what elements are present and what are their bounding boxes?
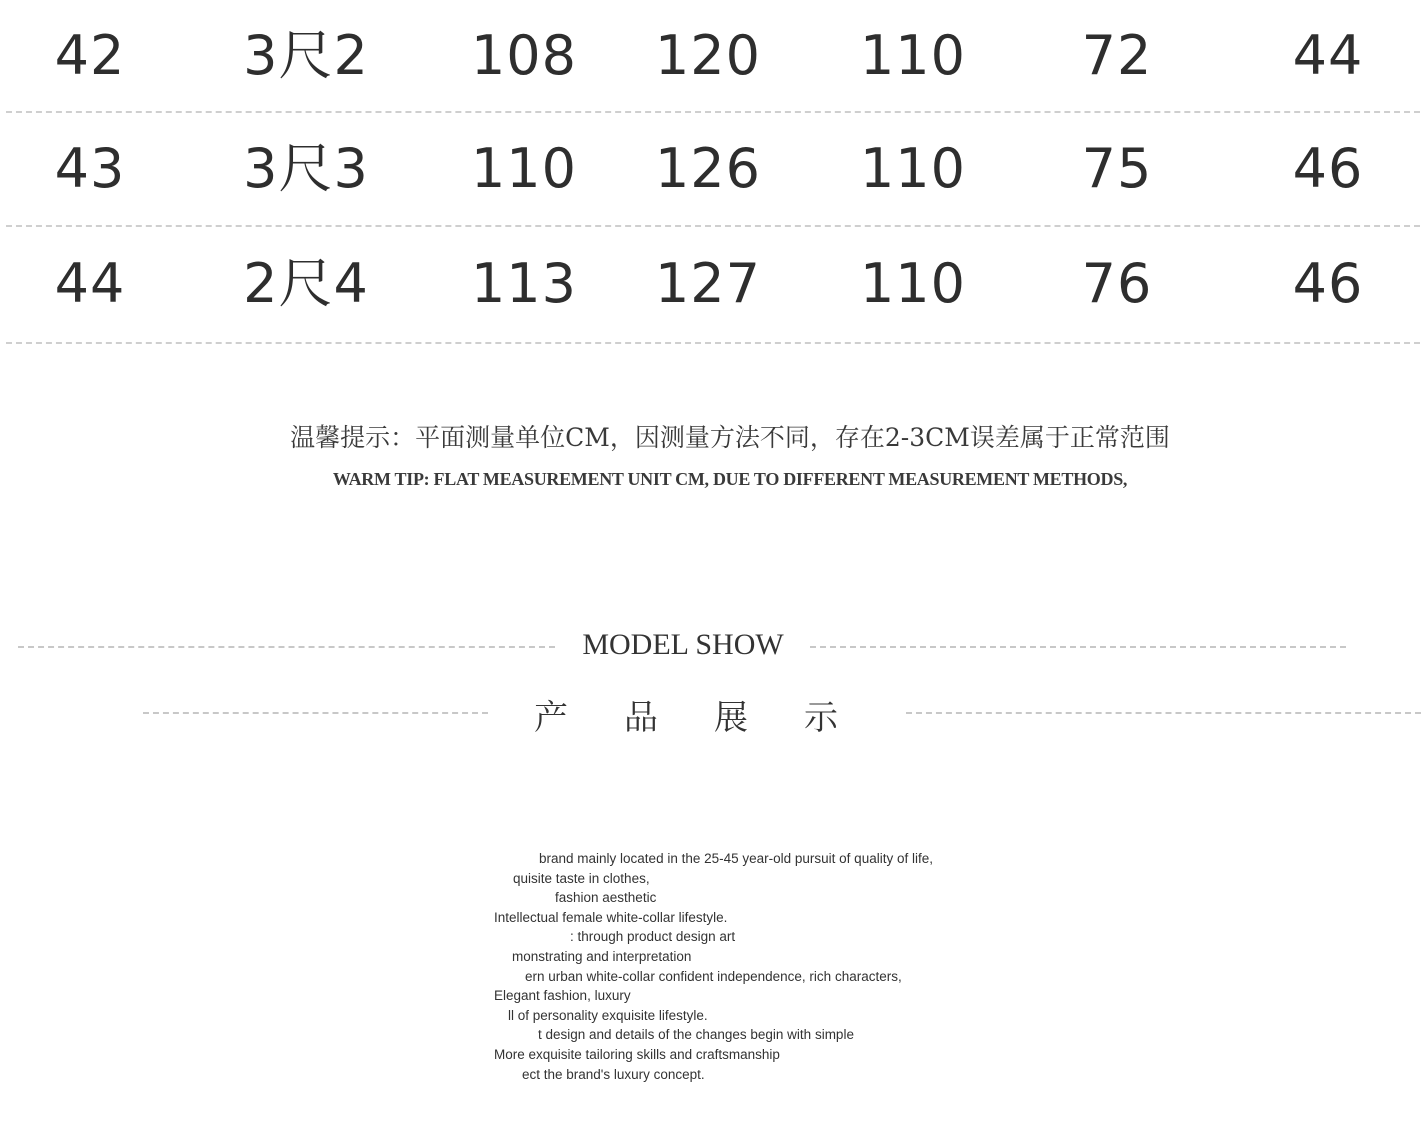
size-cell: 46 [1292,137,1364,200]
brand-description-line: t design and details of the changes begin with simple [538,1027,854,1043]
size-cell: 3尺2 [243,24,369,87]
size-cell: 76 [1081,252,1153,315]
size-cell: 108 [470,24,578,87]
brand-description-line: brand mainly located in the 25-45 year-old pursuit of quality of life, [539,851,933,866]
size-cell: 44 [1292,24,1364,87]
size-cell: 110 [859,252,967,315]
warm-tip-english: WARM TIP: FLAT MEASUREMENT UNIT CM, DUE TO DIFFERENT MEASUREMENT METHODS, [332,469,1128,489]
brand-description [494,849,1014,1084]
size-table-row [0,113,1425,225]
size-cell: 75 [1081,137,1153,200]
product-display-title: 产品展示 [534,698,894,738]
brand-description-line: Elegant fashion, luxury [494,988,631,1004]
row-divider [6,225,1420,227]
size-cell: 113 [470,252,578,315]
brand-description-line: quisite taste in clothes, [513,870,650,886]
size-cell: 2尺4 [243,252,369,315]
size-cell: 120 [654,24,762,87]
size-cell: 42 [54,24,126,87]
size-cell: 110 [859,137,967,200]
brand-description-line: fashion aesthetic [555,890,657,906]
size-cell: 110 [470,137,578,200]
subheading-divider-right [906,712,1421,714]
brand-description-line: ern urban white-collar confident independence, rich characters, [525,968,902,984]
size-cell: 3尺3 [243,137,369,200]
size-cell: 127 [654,252,762,315]
brand-description-line: monstrating and interpretation [512,948,692,964]
size-cell: 126 [654,137,762,200]
subheading-divider-left [143,712,488,714]
brand-description-line: Intellectual female white-collar lifestyle. [494,909,728,925]
row-divider [6,342,1420,344]
model-show-title: MODEL SHOW [582,628,784,661]
size-cell: 46 [1292,252,1364,315]
heading-divider-left [18,646,555,648]
size-cell: 110 [859,24,967,87]
size-cell: 44 [54,252,126,315]
size-cell: 72 [1081,24,1153,87]
brand-description-line: More exquisite tailoring skills and craftsmanship [494,1046,780,1062]
warm-tip-chinese: 温馨提示：平面测量单位CM，因测量方法不同，存在2-3CM误差属于正常范围 [290,423,1170,452]
brand-description-line: ect the brand's luxury concept. [522,1066,705,1082]
heading-divider-right [810,646,1346,648]
brand-description-line: ll of personality exquisite lifestyle. [508,1007,708,1023]
size-table-row [0,0,1425,112]
size-table-row [0,228,1425,340]
brand-description-line: : through product design art [570,929,736,945]
size-cell: 43 [54,137,126,200]
